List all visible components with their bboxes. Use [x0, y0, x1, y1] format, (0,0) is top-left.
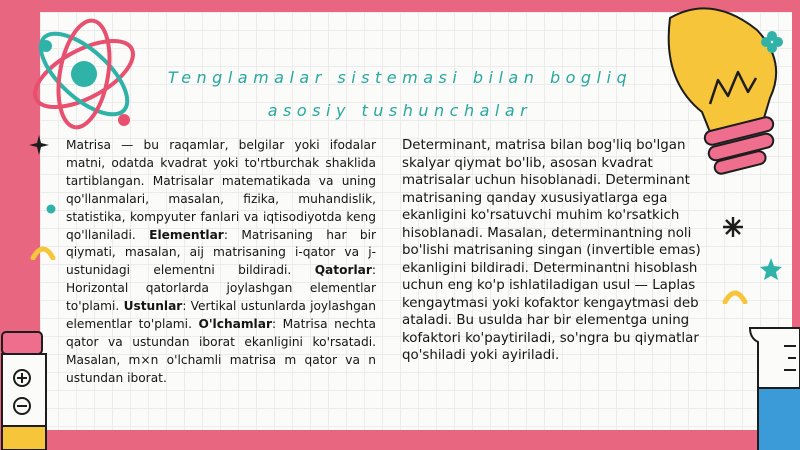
beaker-icon	[744, 324, 800, 450]
teal-star-icon	[758, 256, 784, 282]
sparkle-icon	[28, 134, 50, 156]
term-dimensions: O'lchamlar	[198, 317, 272, 332]
definition-dimensions: : Matrisa nechta qator va ustundan iborat ekanligini ko'rsatadi. Masalan, m×n o'lchamli matrisa m qator va n ustundan iborat.	[66, 317, 376, 385]
slide-title-line-2: asosiy tushunchalar	[267, 101, 533, 120]
flask-icon	[0, 330, 58, 450]
intro-text: Matrisa — bu raqamlar, belgilar yoki ifodalar matni, odatda kvadrat yoki to'rtburchak shaklida tartiblangan. Matrisalar matematikada va uning qo'llanmalari, masalan, fizika, muhandislik, statistika, kompyuter fanlari va iqtisodiyotda keng qo'llaniladi.	[66, 138, 376, 242]
definition-elements: : Matrisaning har bir qiymati, masalan, aij matrisaning i-qator va j-ustunidagi elementni bildiradi.	[66, 227, 376, 278]
left-column-text	[66, 137, 376, 388]
term-columns: Ustunlar	[123, 299, 183, 314]
definition-columns: : Vertikal ustunlarda joylashgan elementlar to'plami.	[66, 299, 376, 332]
dot-icon	[46, 204, 56, 214]
term-elements: Elementlar	[149, 227, 224, 242]
definition-rows: : Horizontal qatorlarda joylashgan elementlar to'plami.	[66, 263, 377, 314]
right-column-text: Determinant, matrisa bilan bog'liq bo'lgan skalyar qiymat bo'lib, asosan kvadrat matrisalar uchun hisoblanadi. Determinant matrisaning qanday xususiyatlarga ega ekanligini ko'rsatuvchi muhim ko'rsatkich hisoblanadi. Masalan, determinantning noli bo'lishi matrisaning singan (invertible emas) ekanligini bildiradi. Determinantni hisoblash uchun eng ko'p ishlatiladigan usul — Laplas kengaytmasi yoki kofaktor kengaytmasi deb ataladi. Bu usulda har bir elementga uning kofaktori ko'paytiriladi, so'ngra bu qiymatlar qo'shiladi yoki ayiriladi.	[402, 138, 701, 363]
slide-title-line-1: Tenglamalar sistemasi bilan bogliq	[167, 68, 633, 87]
yellow-arc-icon	[722, 288, 748, 304]
yellow-arc-icon	[30, 244, 56, 260]
teal-flower-icon	[760, 30, 784, 54]
sparkle-icon	[722, 216, 744, 238]
term-rows: Qatorlar	[314, 263, 372, 278]
